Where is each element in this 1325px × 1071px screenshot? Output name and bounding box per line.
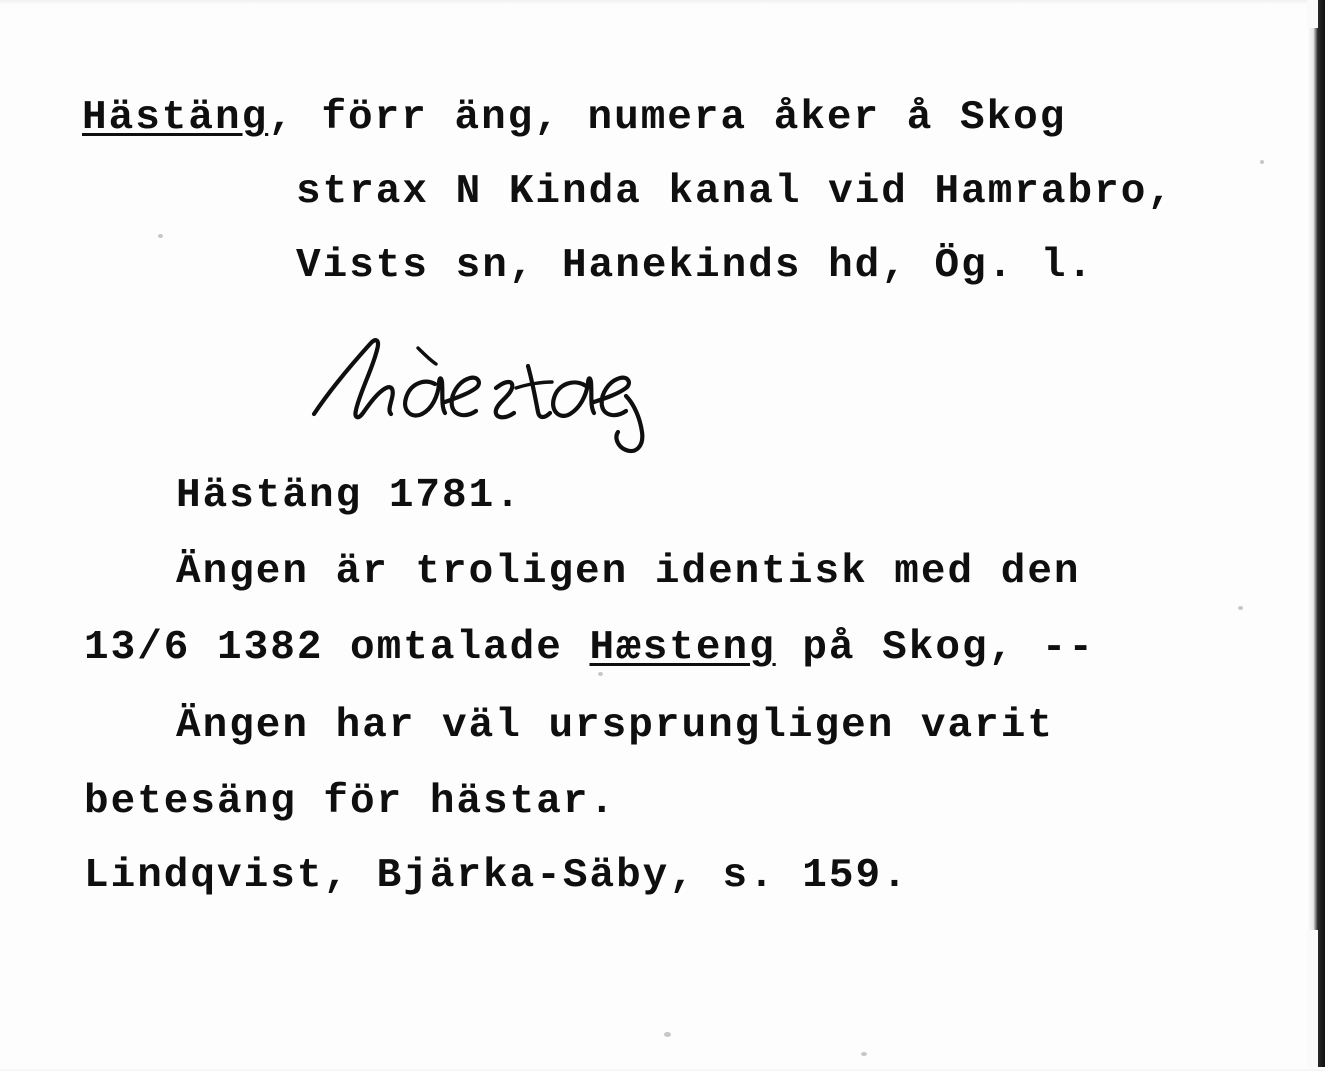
scan-speck (158, 234, 163, 238)
headword-line-rest: , förr äng, numera åker å Skog (268, 95, 1067, 141)
scan-edge-notch (1307, 0, 1318, 28)
location-line-2: Vists sn, Hanekinds hd, Ög. l. (296, 243, 1095, 289)
headword-line (82, 95, 1067, 141)
scan-speck (664, 1032, 671, 1037)
note-line-2-pre: 13/6 1382 omtalade (84, 625, 590, 671)
note-line-1: Ängen är troligen identisk med den (176, 549, 1081, 595)
headword: Hästäng (82, 95, 269, 141)
note-line-2 (84, 625, 1095, 671)
scan-speck (861, 1052, 867, 1056)
note-line-4: betesäng för hästar. (84, 779, 617, 825)
scan-edge-top (0, 0, 1325, 6)
note-line-3: Ängen har väl ursprungligen varit (176, 703, 1054, 749)
source-reference: Lindqvist, Bjärka-Säby, s. 159. (84, 853, 909, 899)
scan-edge-bottom (0, 1067, 1325, 1071)
dated-form-line: Hästäng 1781. (176, 473, 522, 519)
location-line-1: strax N Kinda kanal vid Hamrabro, (296, 169, 1174, 215)
handwritten-phonetic-form (300, 318, 720, 458)
scan-edge-right (1307, 0, 1325, 1071)
scan-speck (1238, 606, 1243, 610)
scan-edge-notch (1307, 930, 1318, 1070)
note-line-2-post: på Skog, -- (775, 625, 1095, 671)
scan-speck (598, 672, 603, 676)
scan-speck (1260, 160, 1264, 164)
medieval-form: Hæsteng (589, 625, 776, 671)
